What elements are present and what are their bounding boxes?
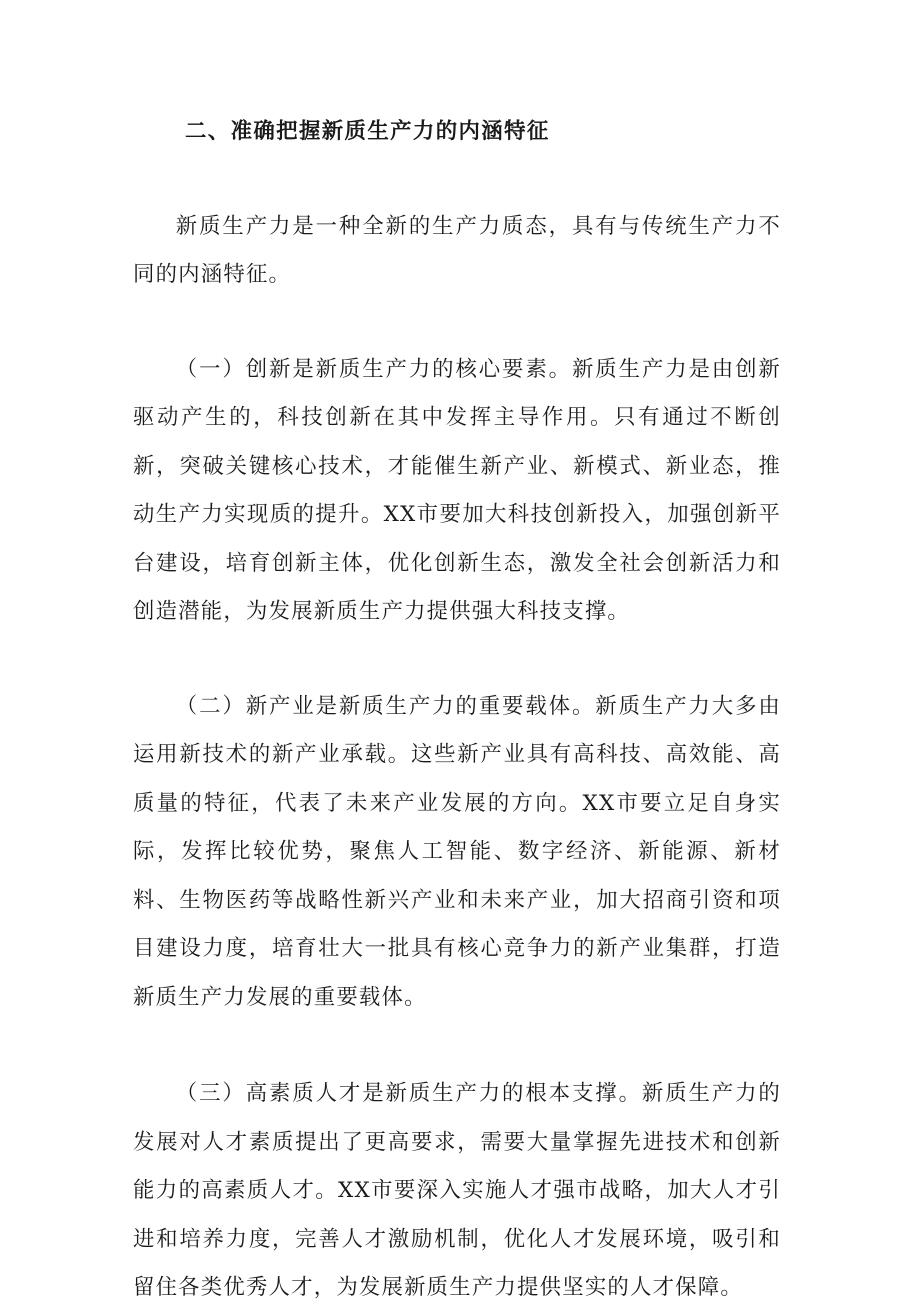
document-body bbox=[133, 108, 781, 1313]
paragraph-intro: 新质生产力是一种全新的生产力质态，具有与传统生产力不同的内涵特征。 bbox=[133, 213, 781, 287]
paragraph-innovation: （一）创新是新质生产力的核心要素。新质生产力是由创新驱动产生的，科技创新在其中发挥主导作用。只有通过不断创新，突破关键核心技术，才能催生新产业、新模式、新业态，推动生产力实现质的提升。XX市要加大科技创新投入，加强创新平台建设，培育创新主体，优化创新生态，激发全社会创新活力和创造潜能，为发展新质生产力提供强大科技支撑。 bbox=[133, 356, 781, 624]
paragraph-new-industry: （二）新产业是新质生产力的重要载体。新质生产力大多由运用新技术的新产业承载。这些新产业具有高科技、高效能、高质量的特征，代表了未来产业发展的方向。XX市要立足自身实际，发挥比较优势，聚焦人工智能、数字经济、新能源、新材料、生物医药等战略性新兴产业和未来产业，加大招商引资和项目建设力度，培育壮大一批具有核心竞争力的新产业集群，打造新质生产力发展的重要载体。 bbox=[133, 693, 781, 1010]
spacer bbox=[133, 157, 781, 203]
spacer bbox=[133, 637, 781, 683]
section-heading: 二、准确把握新质生产力的内涵特征 bbox=[185, 119, 550, 144]
spacer bbox=[133, 1022, 781, 1070]
paragraph-talent: （三）高素质人才是新质生产力的根本支撑。新质生产力的发展对人才素质提出了更高要求，需要大量掌握先进技术和创新能力的高素质人才。XX市要深入实施人才强市战略，加大人才引进和培养力度，完善人才激励机制，优化人才发展环境，吸引和留住各类优秀人才，为发展新质生产力提供坚实的人才保障。 bbox=[133, 1081, 781, 1300]
spacer bbox=[133, 300, 781, 346]
